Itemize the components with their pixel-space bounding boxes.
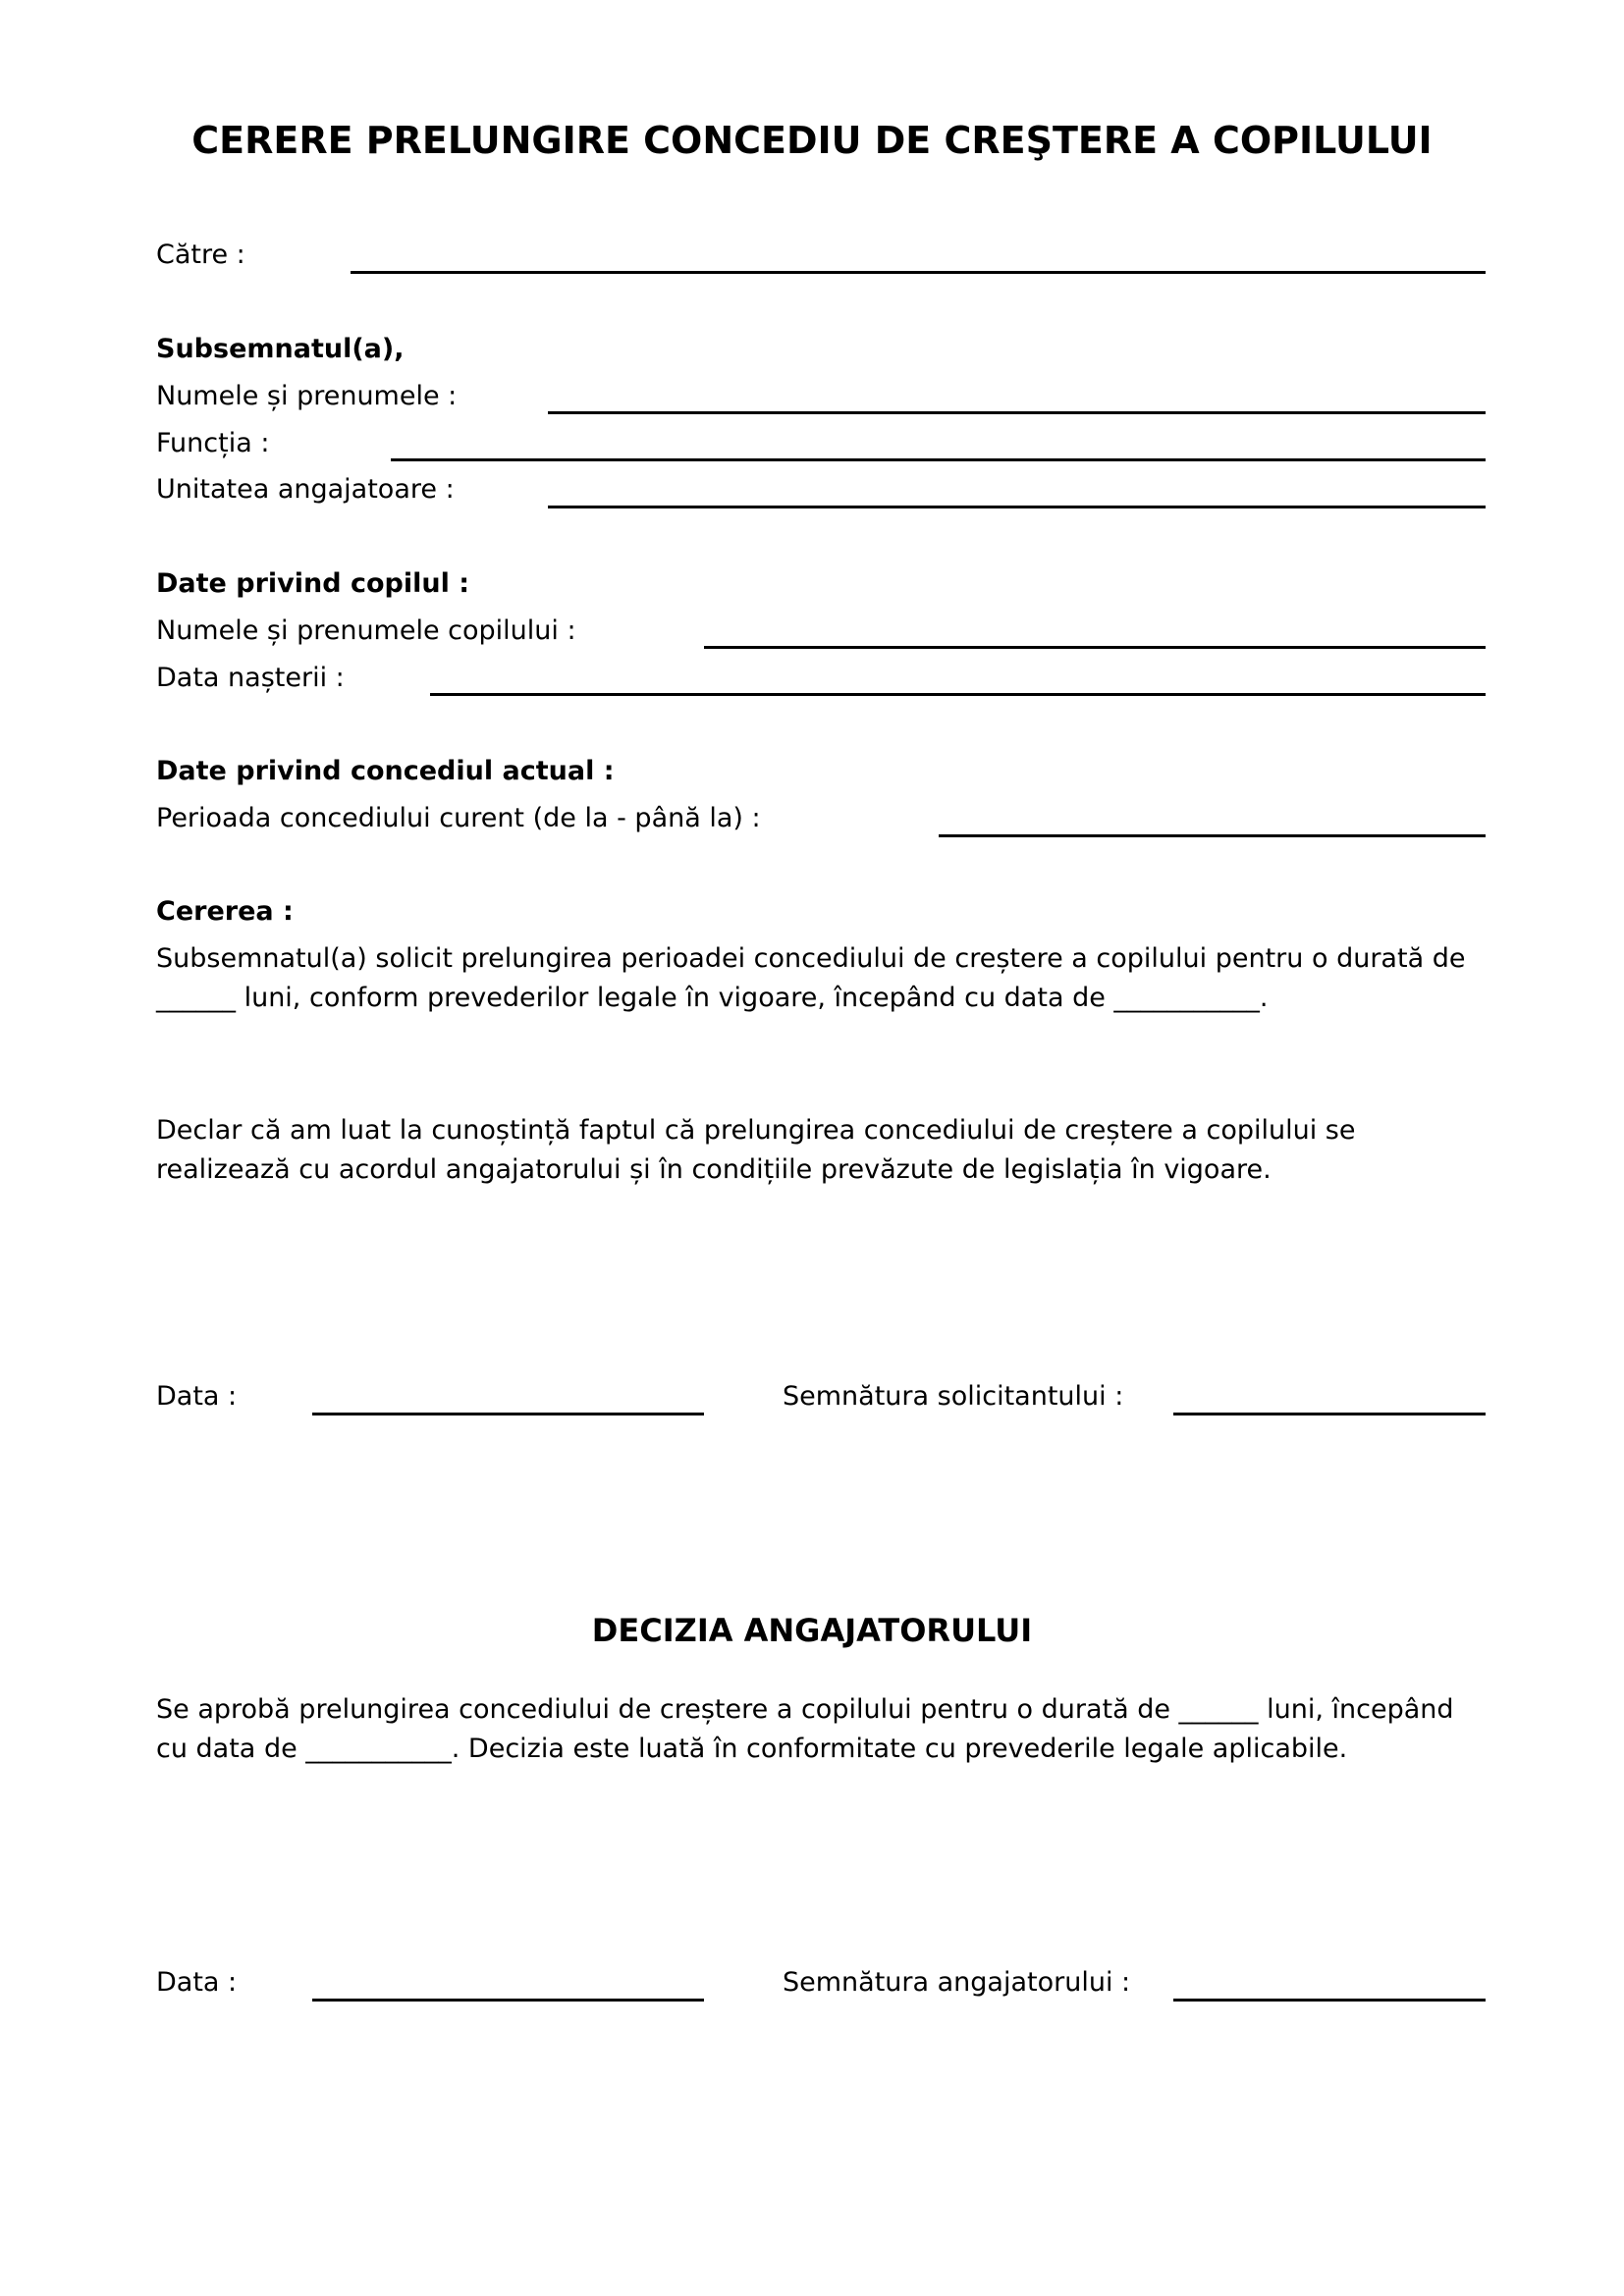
current-leave-period-field[interactable]	[939, 834, 1486, 837]
current-leave-period-label: Perioada concediului curent (de la - până la) :	[156, 803, 761, 833]
employer-signature-field[interactable]	[1173, 1999, 1486, 2002]
employer-date-label: Data :	[156, 1967, 238, 1998]
request-heading: Cererea :	[156, 896, 294, 927]
applicant-function-label: Funcția :	[156, 428, 270, 458]
employer-date-field[interactable]	[312, 1999, 704, 2002]
applicant-date-label: Data :	[156, 1381, 238, 1412]
current-leave-heading: Date privind concediul actual :	[156, 756, 615, 786]
applicant-function-field[interactable]	[391, 458, 1486, 461]
applicant-employer-field[interactable]	[548, 506, 1486, 508]
decision-heading: DECIZIA ANGAJATORULUI	[591, 1612, 1033, 1649]
applicant-name-field[interactable]	[548, 411, 1486, 414]
applicant-name-label: Numele și prenumele :	[156, 381, 458, 411]
child-name-label: Numele și prenumele copilului :	[156, 615, 576, 646]
request-text: Subsemnatul(a) solicit prelungirea perioadei concediului de creștere a copilului pentru o durată de ______ luni, conform prevederilor legale în vigoare, începând cu data de ___________.	[156, 943, 1466, 1013]
request-declaration: Declar că am luat la cunoștință faptul că prelungirea concediului de creștere a copilului se realizează cu acordul angajatorului și în condițiile prevăzute de legislația în vigoare.	[156, 1115, 1356, 1185]
decision-text: Se aprobă prelungirea concediului de creștere a copilului pentru o durată de ______ luni, începând cu data de ___________. Decizia este luată în conformitate cu prevederile legale aplicabile.	[156, 1694, 1454, 1764]
applicant-signature-label: Semnătura solicitantului :	[783, 1381, 1124, 1412]
child-birth-label: Data nașterii :	[156, 663, 345, 693]
applicant-signature-field[interactable]	[1173, 1413, 1486, 1415]
document-title: CERERE PRELUNGIRE CONCEDIU DE CREŞTERE A COPILULUI	[191, 119, 1433, 162]
recipient-label: Către :	[156, 240, 245, 270]
child-name-field[interactable]	[704, 646, 1486, 649]
applicant-heading: Subsemnatul(a),	[156, 334, 405, 364]
applicant-employer-label: Unitatea angajatoare :	[156, 474, 455, 505]
employer-signature-label: Semnătura angajatorului :	[783, 1967, 1131, 1998]
applicant-date-field[interactable]	[312, 1413, 704, 1415]
recipient-field[interactable]	[351, 271, 1486, 274]
child-heading: Date privind copilul :	[156, 568, 470, 599]
child-birth-field[interactable]	[430, 693, 1486, 696]
